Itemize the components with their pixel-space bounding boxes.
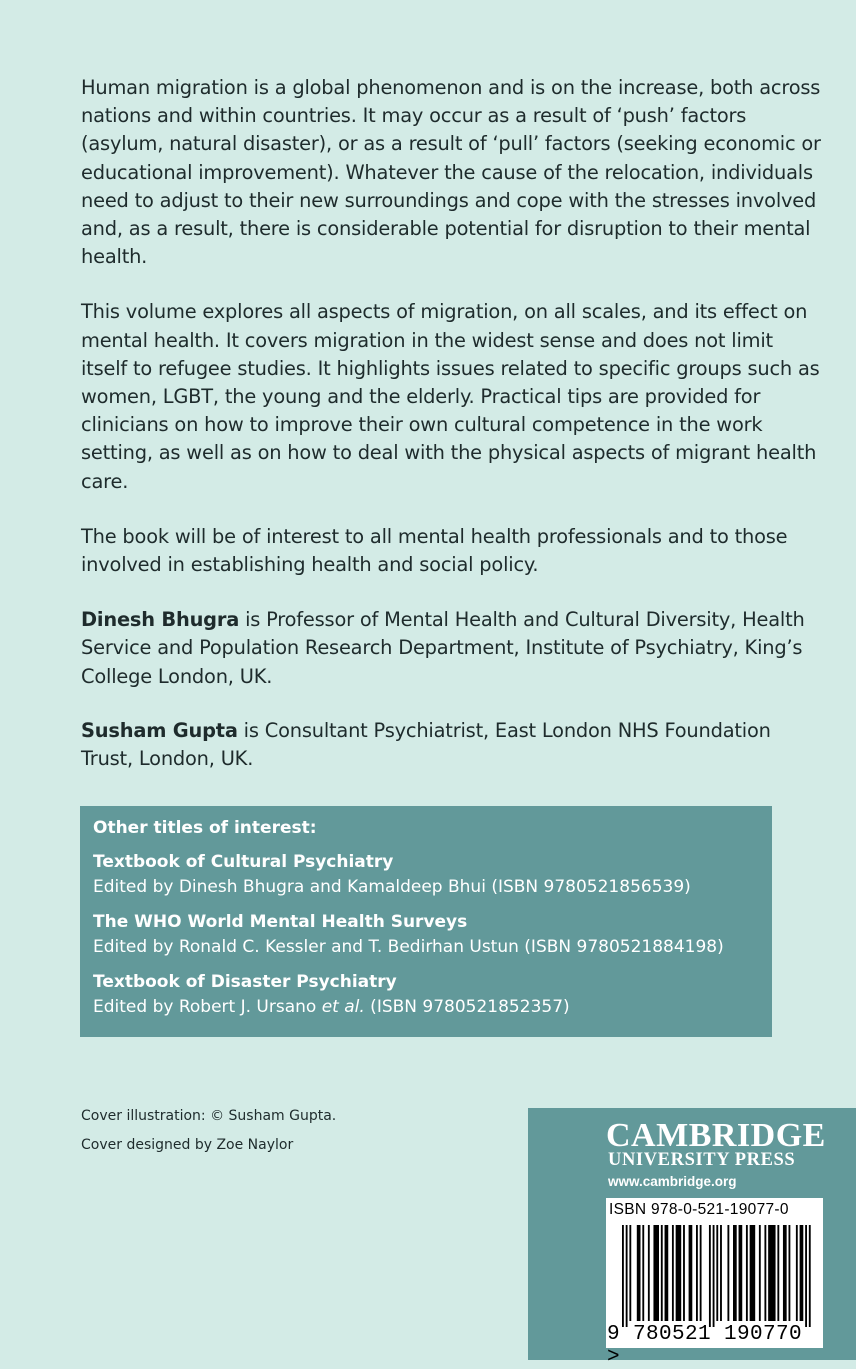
other-titles-box	[80, 806, 772, 1037]
related-title-editors: Edited by Ronald C. Kessler and T. Bedirhan Ustun (ISBN 9780521884198)	[93, 937, 724, 957]
editors-text: Edited by Robert J. Ursano	[93, 997, 322, 1017]
author-bio-2	[81, 717, 821, 773]
barcode-bar	[746, 1225, 748, 1321]
barcode-bar	[683, 1225, 685, 1321]
barcode-bar	[764, 1225, 766, 1321]
barcode-bar	[777, 1225, 779, 1321]
barcode-bar	[653, 1225, 659, 1321]
author-bio-text-2: is Consultant Psychiatrist, East London NHS Foundation Trust, London, UK.	[81, 718, 771, 771]
related-title-1	[93, 850, 760, 900]
author-name-1: Dinesh Bhugra	[81, 608, 240, 632]
blurb-paragraph-1: Human migration is a global phenomenon and is on the increase, both across nations and within countries. It may occur as a result of ‘push’ factors (asylum, natural disaster), or as a result of ‘pull’ factors (seeking economic or educational improvement). Whatever the cause of the relocation, individuals need to adjust to their new surroundings and cope with the stresses involved and, as a result, there is considerable potential for disruption to their mental health.	[81, 76, 821, 269]
barcode-bar	[739, 1225, 743, 1321]
barcode-bar	[789, 1225, 791, 1321]
barcode-bar	[750, 1225, 756, 1321]
barcode-bar	[809, 1225, 811, 1327]
barcode-bar	[661, 1225, 663, 1321]
back-cover-blurb	[81, 74, 821, 799]
other-titles-heading: Other titles of interest:	[93, 818, 317, 838]
related-title-name: Textbook of Cultural Psychiatry	[93, 852, 394, 872]
barcode-bar	[696, 1225, 698, 1321]
related-title-editors	[93, 995, 760, 1020]
related-title-editors: Edited by Dinesh Bhugra and Kamaldeep Bhui (ISBN 9780521856539)	[93, 877, 691, 897]
barcode-bar	[648, 1225, 650, 1321]
author-bio-1	[81, 606, 821, 691]
isbn-label: ISBN 978-0-521-19077-0	[609, 1201, 789, 1218]
publisher-press: UNIVERSITY PRESS	[608, 1150, 796, 1170]
publisher-url: www.cambridge.org	[608, 1174, 737, 1189]
author-name-2: Susham Gupta	[81, 718, 238, 742]
barcode-digits: 9 780521 190770 >	[607, 1323, 803, 1369]
barcode-bar	[700, 1225, 702, 1321]
barcode-bar	[733, 1225, 737, 1321]
barcode-bar	[709, 1225, 711, 1327]
related-title-2	[93, 910, 760, 960]
barcode-bar	[637, 1225, 641, 1321]
barcode-bar	[768, 1225, 775, 1321]
barcode-bar	[676, 1225, 682, 1321]
related-title-name: The WHO World Mental Health Surveys	[93, 912, 468, 932]
barcode-bar	[689, 1225, 693, 1321]
isbn-barcode	[606, 1198, 823, 1369]
blurb-paragraph-3: The book will be of interest to all mental health professionals and to those involved in establishing health and social policy.	[81, 524, 788, 577]
barcode-bar	[665, 1225, 669, 1321]
barcode-bar	[642, 1225, 644, 1321]
publisher-block	[528, 1108, 856, 1369]
barcode-bar	[622, 1225, 624, 1327]
barcode-bar	[629, 1225, 631, 1321]
related-title-name: Textbook of Disaster Psychiatry	[93, 972, 397, 992]
barcode-bar	[800, 1225, 804, 1321]
barcode-bar	[796, 1225, 798, 1321]
barcode-bar	[713, 1225, 715, 1327]
barcode-bar	[626, 1225, 628, 1327]
editors-isbn: (ISBN 9780521852357)	[364, 997, 570, 1017]
blurb-paragraph-2: This volume explores all aspects of migration, on all scales, and its effect on mental health. It covers migration in the widest sense and does not limit itself to refugee studies. It highlights issues related to specific groups such as women, LGBT, the young and the elderly. Practical tips are provided for clinicians on how to improve their own cultural competence in the work setting, as well as on how to deal with the physical aspects of migrant health care.	[81, 300, 820, 493]
design-credit: Cover designed by Zoe Naylor	[81, 1137, 294, 1153]
cover-credits	[81, 1107, 336, 1165]
barcode-bar	[783, 1225, 787, 1321]
barcode-bar	[716, 1225, 718, 1321]
illustration-credit: Cover illustration: © Susham Gupta.	[81, 1108, 337, 1124]
barcode-bar	[759, 1225, 761, 1321]
barcode-bar	[805, 1225, 807, 1327]
publisher-logo-name: CAMBRIDGE	[606, 1117, 826, 1154]
barcode-bar	[727, 1225, 729, 1321]
barcode-bar	[672, 1225, 674, 1321]
related-title-3	[93, 970, 760, 1020]
barcode-bar	[720, 1225, 722, 1321]
author-bio-text-1: is Professor of Mental Health and Cultural Diversity, Health Service and Population Research Department, Institute of Psychiatry, King’s College London, UK.	[81, 608, 805, 688]
editors-et-al: et al.	[321, 997, 365, 1017]
